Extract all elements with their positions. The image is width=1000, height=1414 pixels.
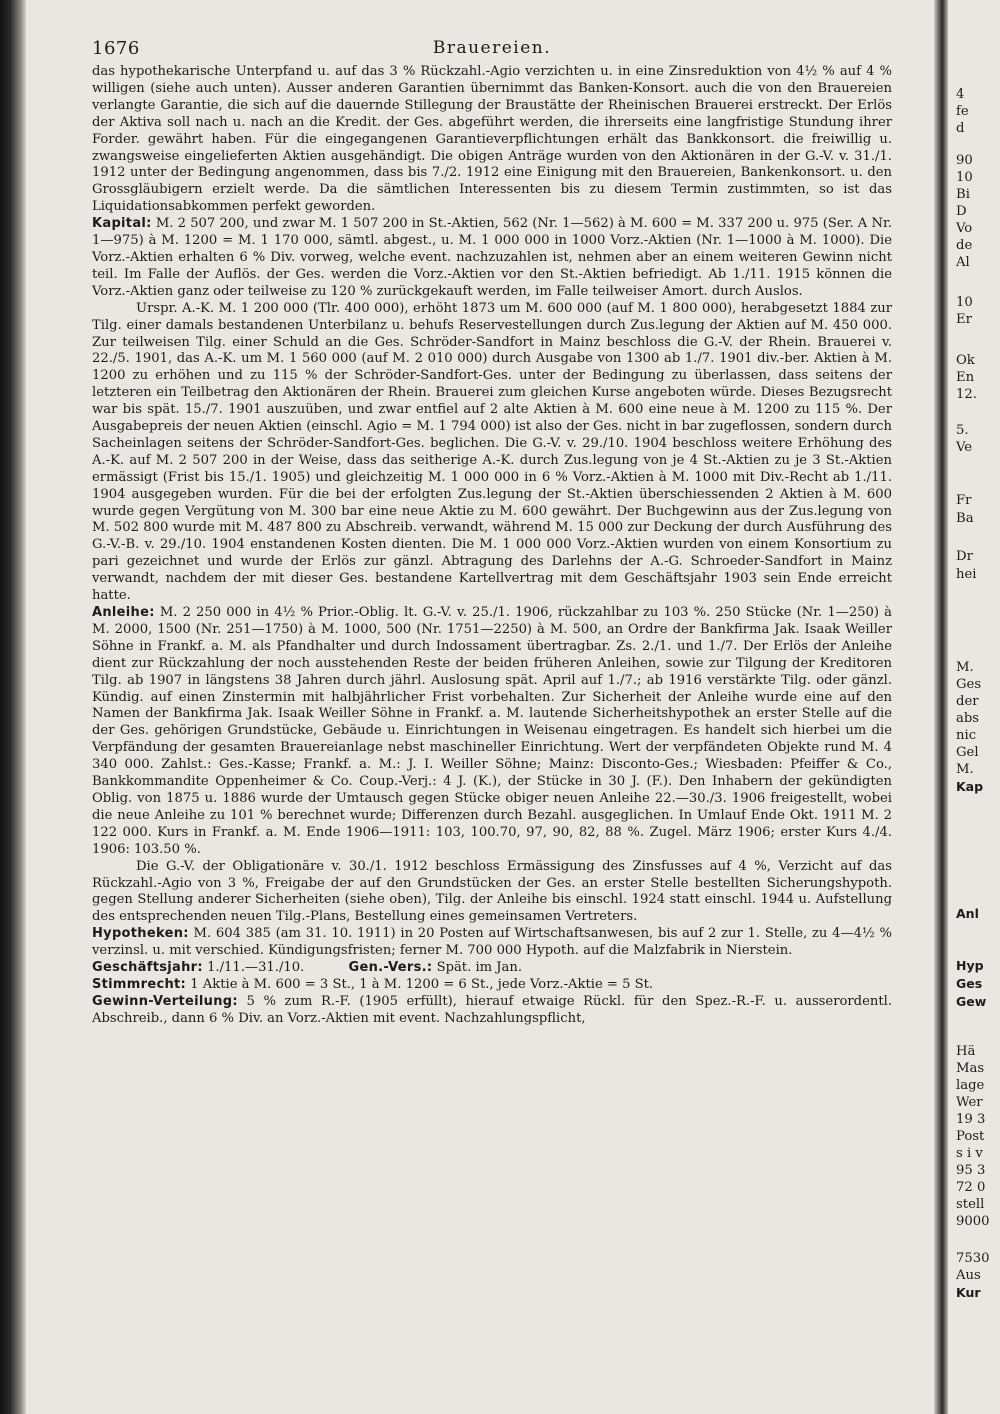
next-page-fragment: Kap	[956, 779, 984, 794]
page-number: 1676	[92, 38, 140, 59]
next-page-fragment: Ges	[956, 677, 982, 692]
paragraph-capital-history	[92, 301, 892, 605]
gen-vers-label: Gen.-Vers.:	[348, 960, 433, 976]
paragraph-gewinn-verteilung	[92, 994, 892, 1028]
next-page-fragment: Hä	[956, 1044, 976, 1059]
next-page-fragment: der	[956, 694, 979, 709]
paragraph-text: M. 2 507 200, und zwar M. 1 507 200 in St.-Aktien, 562 (Nr. 1—562) à M. 600 = M. 337 200 u. 975 (Ser. A Nr. 1—975) à M. 1200 = M. 1 170 000, sämtl. abgest., u. M. 1 000 000 in 1000 Vorz.-Aktien (Nr. 1—1000 à M. 1000). Die Vorz.-Aktien erhalten 6 % Div. vorweg, welche event. nachzuzahlen ist, nehmen aber an einem weiteren Gewinn nicht teil. Im Falle der Auflös. der Ges. werden die Vorz.-Aktien vor den St.-Aktien befriedigt. Ab 1./11. 1915 können die Vorz.-Aktien ganz oder teilweise zu 120 % zurückgekauft werden, im Falle teilweiser Amort. durch Auslos.	[92, 216, 892, 299]
next-page-fragment: de	[956, 238, 973, 253]
next-page-fragment: 10	[956, 170, 973, 185]
next-page-fragment: lage	[956, 1078, 985, 1093]
next-page-fragment: 7530	[956, 1251, 990, 1266]
next-page-fragment: hei	[956, 567, 977, 582]
kapital-label: Kapital:	[92, 216, 152, 232]
next-page-fragment: 9000	[956, 1214, 990, 1229]
next-page-fragment: 5.	[956, 423, 969, 438]
next-page-fragment: Ve	[956, 440, 973, 455]
paragraph-text: 5 % zum R.-F. (1905 erfüllt), hierauf etwaige Rückl. für den Spez.-R.-F. u. ausserordentl. Abschreib., dann 6 % Div. an Vorz.-Aktien mit event. Nachzahlungspflicht,	[92, 993, 892, 1026]
next-page-fragment: Aus	[956, 1268, 981, 1283]
section-title: Brauereien.	[432, 38, 552, 58]
running-head	[92, 30, 892, 64]
next-page-fragment: Hyp	[956, 958, 984, 973]
paragraph-text: Die G.-V. der Obligationäre v. 30./1. 1912 beschloss Ermässigung des Zinsfusses auf 4 %, Verzicht auf das Rückzahl.-Agio von 3 %, Freigabe der auf den Grundstücken der Ges. an erster Stelle bestellten Sicherungshypoth. gegen Stellung anderer Sicherheiten (siehe oben), Tilg. der Anleihe bis einschl. 1924 statt einschl. 1944 u. Aufstellung des entsprechenden neuen Tilg.-Plans, Bestellung eines gemeinsamen Vertreters.	[92, 858, 892, 925]
next-page-fragment: Mas	[956, 1061, 985, 1076]
next-page-column	[952, 0, 1000, 1414]
next-page-fragment: M.	[956, 762, 974, 777]
next-page-fragment: Dr	[956, 549, 973, 564]
next-page-fragment: Al	[956, 255, 970, 270]
paragraph-text: M. 2 250 000 in 4½ % Prior.-Oblig. lt. G.-V. v. 25./1. 1906, rückzahlbar zu 103 %. 250 Stücke (Nr. 1—250) à M. 2000, 1500 (Nr. 251—1750) à M. 1000, 500 (Nr. 1751—2250) à M. 500, an Ordre der Bankfirma Jak. Isaak Weiller Söhne in Frankf. a. M. als Pfandhalter und durch Indossament übertragbar. Zs. 2./1. und 1./7. Der Erlös der Anleihe dient zur Rückzahlung der noch ausstehenden Reste der beiden früheren Anleihen, sowie zur Tilgung der Kreditoren Tilg. ab 1907 in längstens 38 Jahren durch jährl. Auslosung spät. April auf 1./7.; ab 1916 verstärkte Tilg. oder gänzl. Kündig. auf einen Zinstermin mit halbjährlicher Frist vorbehalten. Zur Sicherheit der Anleihe wurde eine auf den Namen der Bankfirma Jak. Isaak Weiller Söhne in Frankf. a. M. lautende Sicherheitshypothek an erster Stelle auf die der Ges. gehörigen Grundstücke, Gebäude u. Einrichtungen in Weisenau eingetragen. Es handelt sich hierbei um die Verpfändung der gesamten Brauereianlage nebst maschineller Einrichtung. Wert der verpfändeten Objekte rund M. 4 340 000. Zahlst.: Ges.-Kasse; Frankf. a. M.: J. I. Weiller Söhne; Mainz: Disconto-Ges.; Wiesbaden: Pfeiffer & Co., Bankkommandite Oppenheimer & Co. Coup.-Verj.: 4 J. (K.), der Stücke in 30 J. (F.). Den Inhabern der gekündigten Oblig. von 1875 u. 1886 wurde der Umtausch gegen Stücke obiger neuen Anleihe 22.—30./3. 1906 freigestellt, wobei die neue Anleihe zu 101 % berechnet wurde; Differenzen durch Bezahl. ausgeglichen. In Umlauf Ende Okt. 1911 M. 2 122 000. Kurs in Frankf. a. M. Ende 1906—1911: 103, 100.70, 97, 90, 82, 88 %. Zugel. März 1906; erster Kurs 4./4. 1906: 103.50 %.	[92, 605, 892, 857]
next-page-fragment: abs	[956, 711, 980, 726]
next-page-fragment: Kur	[956, 1285, 981, 1300]
paragraph-liquidation	[92, 64, 892, 216]
paragraph-anleihe	[92, 605, 892, 859]
paragraph-text: M. 604 385 (am 31. 10. 1911) in 20 Posten auf Wirtschaftsanwesen, bis auf 2 zur 1. Stelle, zu 4—4½ % verzinsl. u. mit verschied. Kündigungsfristen; ferner M. 700 000 Hypoth. auf die Malzfabrik in Nierstein.	[92, 926, 892, 959]
anleihe-label: Anleihe:	[92, 605, 155, 620]
next-page-fragment: fe	[956, 104, 969, 119]
paragraph-text: das hypothekarische Unterpfand u. auf das 3 % Rückzahl.-Agio verzichten u. in eine Zinsreduktion von 4½ % auf 4 % willigen (siehe auch unten). Ausser anderen Garantien übernimmt das Banken-Konsort. auch die von den Brauereien verlangte Garantie, die sich auf die dauernde Stillegung der Braustätte der Rheinischen Brauerei erstreckt. Der Erlös der Aktiva soll nach u. nach an die Kredit. der Ges. abgeführt werden, die ihrerseits eine langfristige Stundung ihrer Forder. gewährt haben. Für die eingegangenen Garantieverpflichtungen erhält das Bankkonsort. die freiwillig u. zwangsweise eingelieferten Aktien ausgehändigt. Die obigen Anträge wurden von den Aktionären in der G.-V. v. 31./1. 1912 unter der Bedingung angenommen, dass bis 7./2. 1912 eine Einigung mit den Brauereien, Bankenkonsort. u. den Grossgläubigern erzielt werde. Da die sämtlichen Interessenten bis zu diesem Termin zustimmten, so ist das Liquidationsabkommen perfekt geworden.	[92, 64, 892, 215]
book-page	[92, 30, 892, 1028]
hypotheken-label: Hypotheken:	[92, 926, 189, 942]
next-page-fragment: D	[956, 204, 967, 219]
gewinn-verteilung-label: Gewinn-Verteilung:	[92, 993, 238, 1009]
next-page-fragment: Ba	[956, 511, 974, 526]
next-page-fragment: Anl	[956, 906, 979, 921]
paragraph-text: Spät. im Jan.	[436, 960, 523, 976]
next-page-fragment: 12.	[956, 387, 977, 402]
paragraph-hypotheken	[92, 926, 892, 960]
scan-left-edge	[0, 0, 26, 1414]
next-page-fragment: Post	[956, 1129, 985, 1144]
next-page-fragment: Er	[956, 312, 972, 327]
paragraph-text: 1./11.—31./10.	[207, 960, 305, 976]
next-page-fragment: 72 0	[956, 1180, 986, 1195]
next-page-fragment: Gew	[956, 994, 987, 1009]
next-page-fragment: Ok	[956, 353, 975, 368]
next-page-fragment: M.	[956, 660, 974, 675]
stimmrecht-label: Stimmrecht:	[92, 976, 187, 992]
next-page-fragment: 95 3	[956, 1163, 986, 1178]
next-page-fragment: Gel	[956, 745, 979, 760]
next-page-fragment: 4	[956, 87, 965, 102]
paragraph-text: Urspr. A.-K. M. 1 200 000 (Tlr. 400 000), erhöht 1873 um M. 600 000 (auf M. 1 800 000), herabgesetzt 1884 zur Tilg. einer damals bestandenen Unterbilanz u. behufs Reservestellungen durch Zus.legung der Aktien auf M. 450 000. Zur teilweisen Tilg. einer Schuld an die Ges. Schröder-Sandfort in Mainz beschloss die G.-V. der Rhein. Brauerei v. 22./5. 1901, das A.-K. um M. 1 560 000 (auf M. 2 010 000) durch Ausgabe von 1300 ab 1./7. 1901 div.-ber. Aktien à M. 1200 zu erhöhen und zu 115 % der Schröder-Sandfort-Ges. unter der Bedingung zu überlassen, dass seitens der letzteren ein Teilbetrag den Aktionären der Rhein. Brauerei zum gleichen Kurse angeboten würde. Dieses Bezugsrecht war bis spät. 15./7. 1901 auszuüben, und zwar entfiel auf 2 alte Aktien à M. 600 eine neue à M. 1200 zu 115 %. Der Ausgabepreis der neuen Aktien (einschl. Agio = M. 1 794 000) ist also der Ges. nicht in bar zugeflossen, sondern durch Sacheinlagen seitens der Schröder-Sandfort-Ges. beglichen. Die G.-V. v. 29./10. 1904 beschloss weitere Erhöhung des A.-K. auf M. 2 507 200 in der Weise, dass das seitherige A.-K. durch Zus.legung von je 4 St.-Aktien zu je 3 St.-Aktien ermässigt (Frist bis 15./1. 1905) und gleichzeitig M. 1 000 000 in 6 % Vorz.-Aktien à M. 1000 mit Div.-Recht ab 1./11. 1904 ausgegeben wurden. Für die bei der erfolgten Zus.legung der St.-Aktien überschiessenden 2 Aktien à M. 600 wurde gegen Vergütung von M. 300 bar eine neue Aktie zu M. 600 gewährt. Der Buchgewinn aus der Zus.legung von M. 502 800 wurde mit M. 487 800 zu Abschreib. verwandt, während M. 15 000 zur Deckung der durch Ausführung des G.-V.-B. v. 29./10. 1904 enstandenen Kosten dienten. Die M. 1 000 000 Vorz.-Aktien wurden von einem Konsortium zu pari gezeichnet und wurde der Erlös zur gänzl. Abtragung des Darlehns der A.-G. Schroeder-Sandfort in Mainz verwandt, nachdem der mit dieser Ges. bestandene Kartellvertrag mit dem Geschäftsjahr 1903 sein Ende erreicht hatte.	[92, 300, 892, 604]
next-page-fragment: Vo	[956, 221, 973, 236]
next-page-fragment: 90	[956, 153, 973, 168]
next-page-fragment: Bi	[956, 187, 970, 202]
next-page-fragment: En	[956, 370, 975, 385]
book-gutter	[934, 0, 948, 1414]
next-page-fragment: Ges	[956, 976, 983, 991]
next-page-fragment: Wer	[956, 1095, 983, 1110]
next-page-fragment: 10	[956, 295, 973, 310]
body-text	[92, 64, 892, 1028]
paragraph-geschaeftsjahr	[92, 960, 892, 977]
paragraph-text: 1 Aktie à M. 600 = 3 St., 1 à M. 1200 = 6 St., jede Vorz.-Aktie = 5 St.	[190, 976, 654, 992]
paragraph-kapital	[92, 216, 892, 301]
next-page-fragment: s i v	[956, 1146, 983, 1161]
geschaeftsjahr-label: Geschäftsjahr:	[92, 960, 203, 976]
next-page-fragment: Fr	[956, 493, 972, 508]
next-page-fragment: nic	[956, 728, 977, 743]
paragraph-stimmrecht	[92, 977, 892, 994]
paragraph-obligationaere	[92, 859, 892, 927]
next-page-fragment: stell	[956, 1197, 985, 1212]
next-page-fragment: d	[956, 121, 965, 136]
next-page-fragment: 19 3	[956, 1112, 986, 1127]
